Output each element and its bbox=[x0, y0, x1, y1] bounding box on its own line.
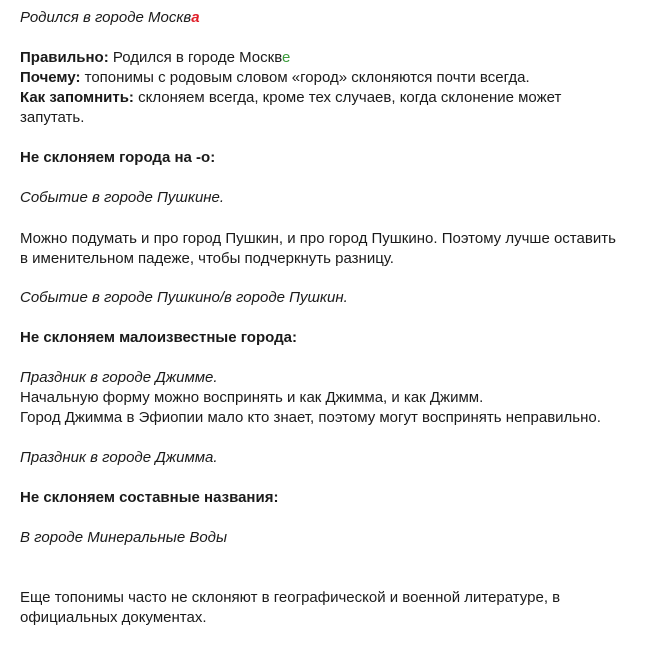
remember-text-line2: запутать. bbox=[20, 109, 85, 126]
section-unknown-explanation-line2: Город Джимма в Эфиопии мало кто знает, поэтому могут воспринять неправильно. bbox=[20, 409, 601, 426]
wrong-example-highlight: а bbox=[191, 9, 200, 26]
correct-label: Правильно: bbox=[20, 49, 109, 66]
why-row bbox=[20, 68, 530, 88]
wrong-example-text: Родился в городе Москв bbox=[20, 9, 192, 26]
remember-row bbox=[20, 88, 561, 108]
why-text: топонимы с родовым словом «город» склоняются почти всегда. bbox=[84, 69, 530, 86]
section-o-heading: Не склоняем города на -о: bbox=[20, 149, 216, 166]
why-label: Почему: bbox=[20, 69, 81, 86]
remember-label: Как запомнить: bbox=[20, 89, 134, 106]
section-unknown-explanation-line1: Начальную форму можно воспринять и как Джимма, и как Джимм. bbox=[20, 389, 484, 406]
section-o-explanation-line1: Можно подумать и про город Пушкин, и про город Пушкино. Поэтому лучше оставить bbox=[20, 230, 616, 247]
section-compound-example: В городе Минеральные Воды bbox=[20, 529, 228, 546]
correct-highlight: е bbox=[282, 49, 291, 66]
correct-row bbox=[20, 48, 290, 68]
section-o-correct-example: Событие в городе Пушкино/в городе Пушкин. bbox=[20, 289, 348, 306]
remember-text-line1: склоняем всегда, кроме тех случаев, когда склонение может bbox=[138, 89, 562, 106]
section-unknown-correct-example: Праздник в городе Джимма. bbox=[20, 449, 218, 466]
wrong-example bbox=[20, 8, 200, 28]
section-o-explanation-line2: в именительном падеже, чтобы подчеркнуть разницу. bbox=[20, 250, 394, 267]
correct-text: Родился в городе Москв bbox=[112, 49, 283, 66]
section-unknown-heading: Не склоняем малоизвестные города: bbox=[20, 329, 297, 346]
section-o-example: Событие в городе Пушкине. bbox=[20, 189, 225, 206]
footer-line2: официальных документах. bbox=[20, 609, 207, 626]
section-compound-heading: Не склоняем составные названия: bbox=[20, 489, 279, 506]
section-unknown-example: Праздник в городе Джимме. bbox=[20, 369, 218, 386]
footer-line1: Еще топонимы часто не склоняют в географической и военной литературе, в bbox=[20, 589, 561, 606]
